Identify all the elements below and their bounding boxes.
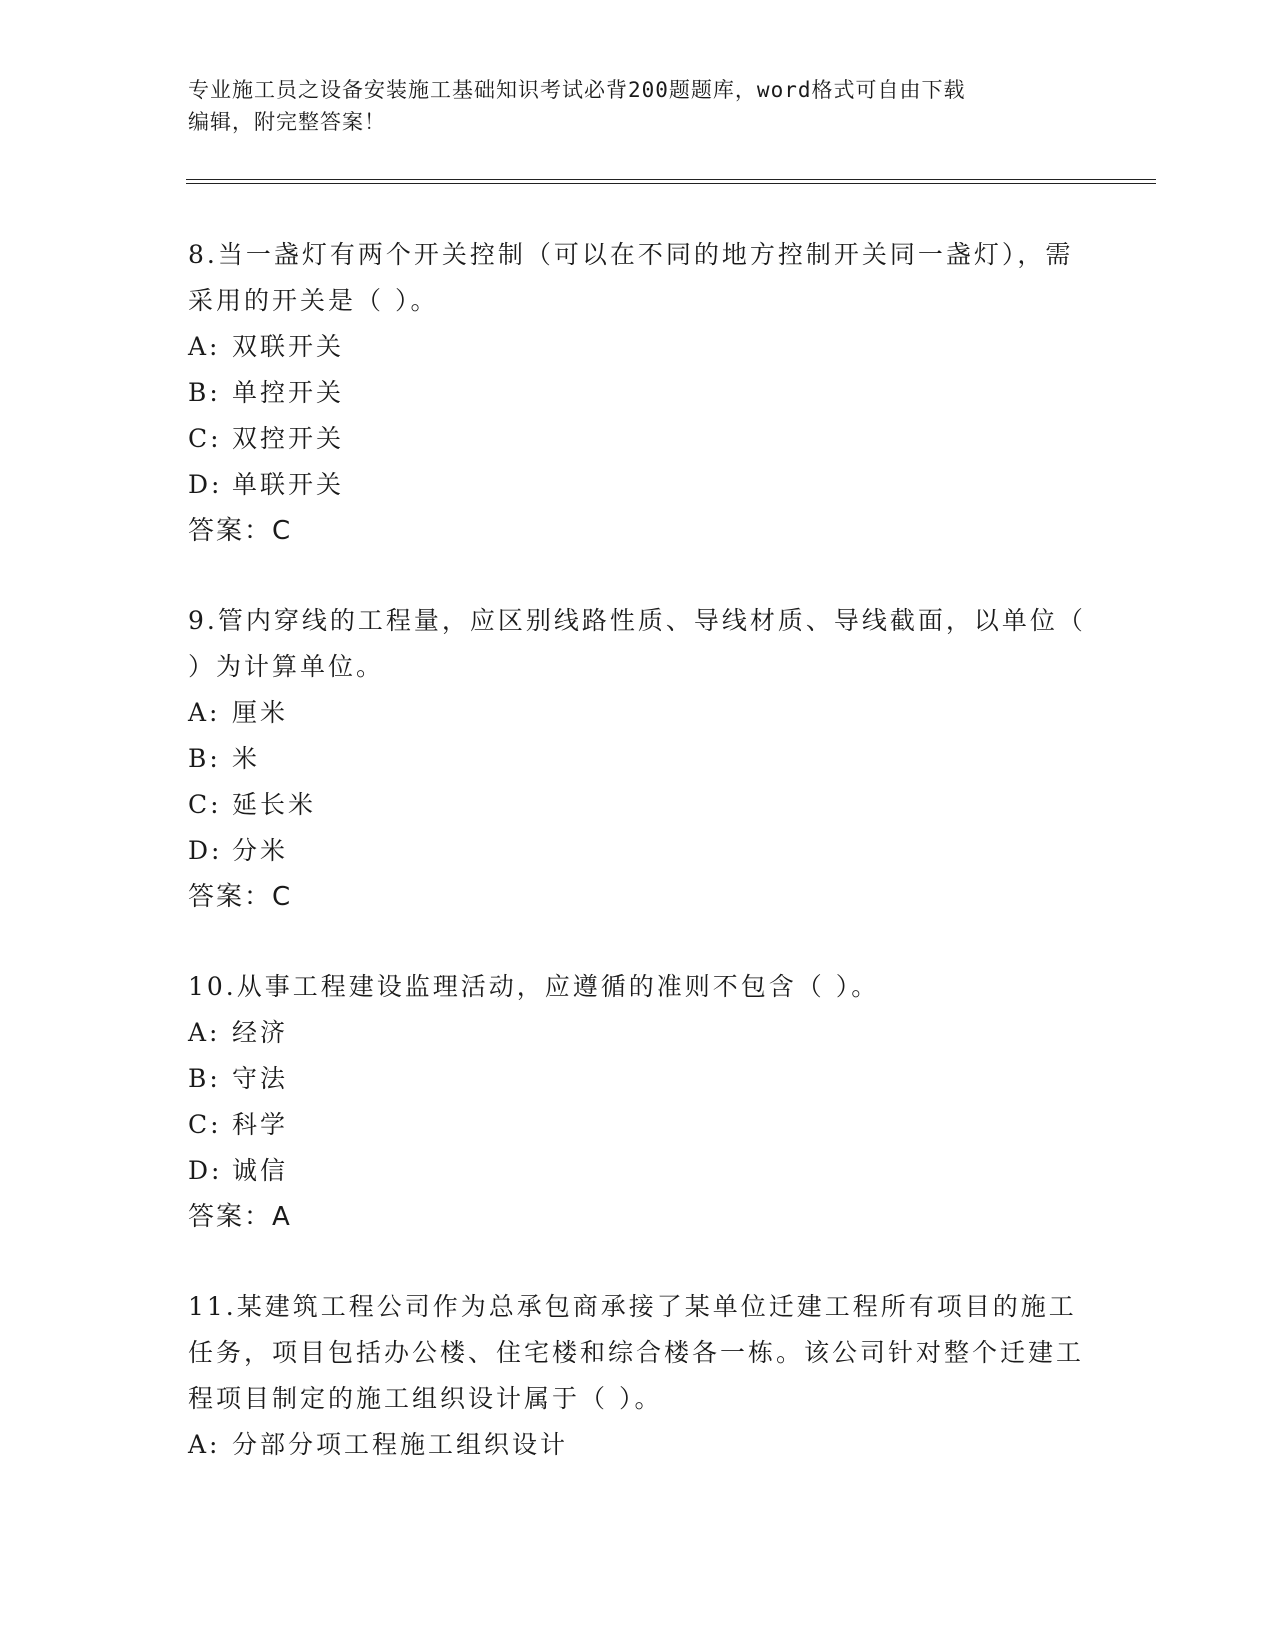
option-a: [188, 1010, 1088, 1056]
option-letter: C:: [188, 790, 222, 819]
option-text: 延长米: [232, 790, 317, 819]
option-d: [188, 1148, 1088, 1194]
answer-line: 答案：A: [188, 1202, 292, 1232]
option-letter: A:: [188, 332, 221, 361]
option-text: 双联开关: [232, 332, 345, 361]
answer-line: 答案：C: [188, 882, 293, 912]
option-letter: A:: [188, 1430, 221, 1459]
question-10: [188, 964, 1088, 1240]
option-a: [188, 324, 1088, 370]
header-rule-bottom: [186, 183, 1156, 184]
header-line-1: 专业施工员之设备安装施工基础知识考试必背200题题库，word格式可自由下载: [188, 78, 966, 102]
question-list: [188, 232, 1088, 1512]
option-letter: D:: [188, 1156, 223, 1185]
question-stem: 8.当一盏灯有两个开关控制（可以在不同的地方控制开关同一盏灯），需采用的开关是（ ）。: [188, 240, 1074, 315]
question-11: [188, 1284, 1088, 1468]
option-text: 厘米: [232, 698, 289, 727]
option-text: 双控开关: [232, 424, 345, 453]
option-letter: B:: [188, 378, 221, 407]
option-text: 分部分项工程施工组织设计: [232, 1430, 569, 1459]
option-letter: B:: [188, 744, 221, 773]
option-letter: C:: [188, 424, 222, 453]
option-text: 分米: [232, 836, 289, 865]
option-d: [188, 462, 1088, 508]
option-d: [188, 828, 1088, 874]
option-letter: B:: [188, 1064, 221, 1093]
option-b: [188, 1056, 1088, 1102]
option-letter: A:: [188, 1018, 221, 1047]
option-text: 单联开关: [232, 470, 345, 499]
question-stem: 11.某建筑工程公司作为总承包商承接了某单位迁建工程所有项目的施工任务，项目包括办公楼、住宅楼和综合楼各一栋。该公司针对整个迁建工程项目制定的施工组织设计属于（ ）。: [188, 1292, 1085, 1413]
header-line-2: 编辑，附完整答案！: [188, 110, 386, 134]
option-letter: A:: [188, 698, 221, 727]
question-8: [188, 232, 1088, 554]
answer-line: 答案：C: [188, 516, 293, 546]
option-letter: D:: [188, 836, 223, 865]
option-text: 守法: [232, 1064, 289, 1093]
option-c: [188, 416, 1088, 462]
option-b: [188, 370, 1088, 416]
option-text: 米: [232, 744, 261, 773]
option-c: [188, 782, 1088, 828]
question-9: [188, 598, 1088, 920]
option-text: 科学: [232, 1110, 289, 1139]
option-a: [188, 690, 1088, 736]
header-rule-top: [186, 179, 1156, 180]
option-a: [188, 1422, 1088, 1468]
option-letter: D:: [188, 470, 223, 499]
document-header: [188, 74, 1088, 138]
option-text: 诚信: [232, 1156, 289, 1185]
question-stem: 10.从事工程建设监理活动，应遵循的准则不包含（ ）。: [188, 972, 880, 1001]
option-text: 单控开关: [232, 378, 345, 407]
option-b: [188, 736, 1088, 782]
option-letter: C:: [188, 1110, 222, 1139]
option-text: 经济: [232, 1018, 289, 1047]
option-c: [188, 1102, 1088, 1148]
question-stem: 9.管内穿线的工程量，应区别线路性质、导线材质、导线截面，以单位（ ）为计算单位。: [188, 606, 1086, 681]
